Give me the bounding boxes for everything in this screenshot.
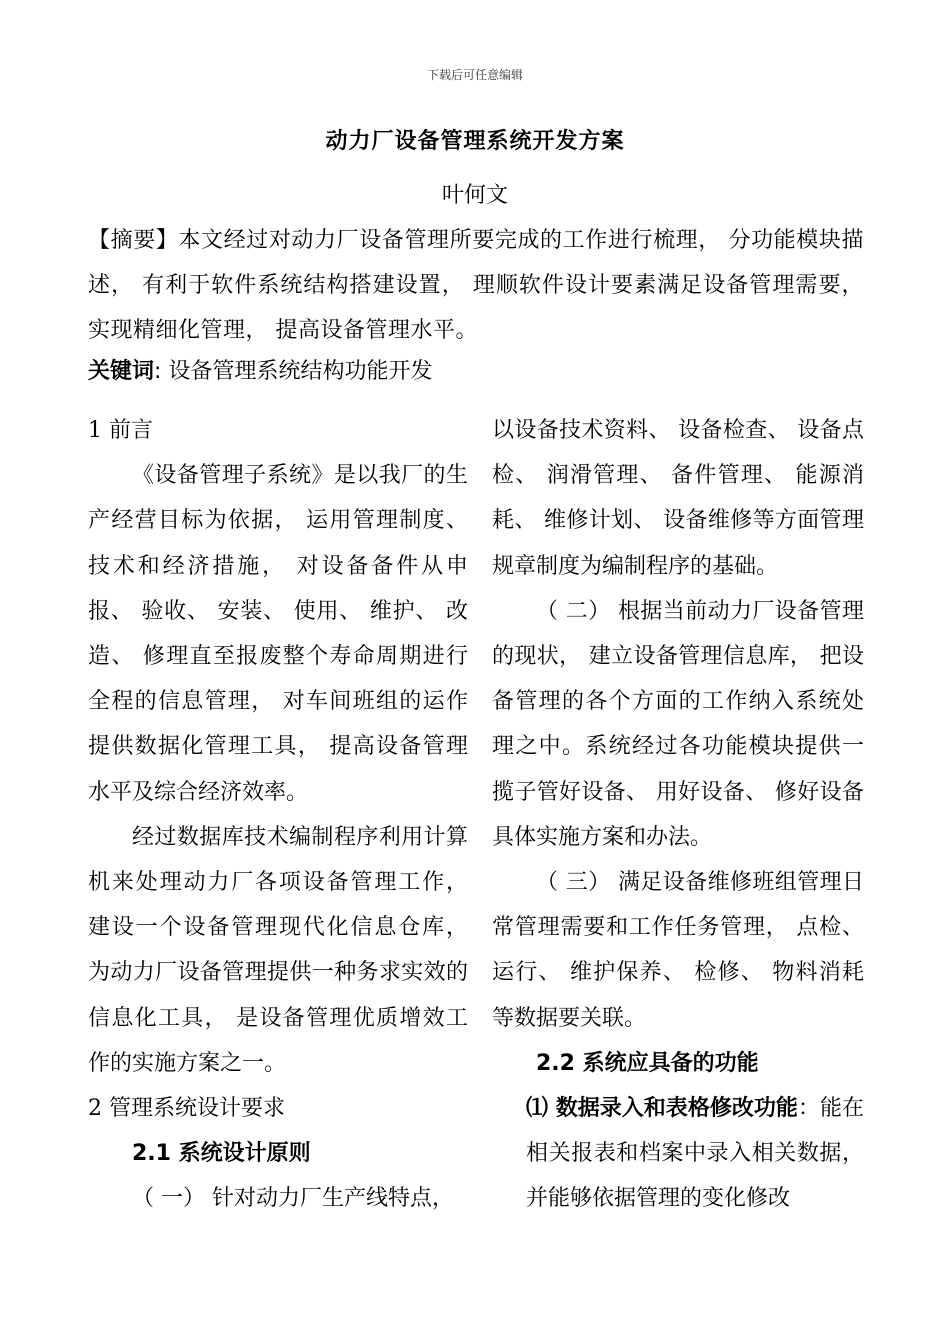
keywords-line	[88, 352, 864, 392]
abstract-paragraph: 【摘要】本文经过对动力厂设备管理所要完成的工作进行梳理， 分功能模块描述， 有利于软件系统结构搭建设置， 理顺软件设计要素满足设备管理需要，实现精细化管理， 提高设备管理水平。	[88, 228, 864, 343]
function-item-1-text: 能在相关报表和档案中录入相关数据， 并能够依据管理的变化修改	[526, 1096, 864, 1212]
header-note: 下载后可任意编辑	[426, 68, 523, 82]
section-1-heading: 1 前言	[88, 418, 153, 443]
function-item-1-separator: ：	[797, 1096, 820, 1122]
section-2-2-heading: 2.2 系统应具备的功能	[536, 1050, 759, 1076]
section-2-1-paragraph-1-start: （ 一） 针对动力厂生产线特点，	[132, 1186, 454, 1212]
keywords-label: 关键词	[88, 359, 155, 384]
right-column	[492, 408, 864, 1222]
function-item-1	[492, 1086, 864, 1222]
section-2-heading: 2 管理系统设计要求	[88, 1096, 285, 1122]
author-name: 叶何文	[441, 183, 508, 208]
section-2-1-paragraph-2: （ 二） 根据当前动力厂设备管理的现状， 建立设备管理信息库， 把设备管理的各个方面的工作纳入系统处理之中。系统经过各功能模块提供一揽子管好设备、 用好设备、 修好设备具体实施方案和办法。	[492, 598, 864, 850]
section-1-paragraph-2: 经过数据库技术编制程序利用计算机来处理动力厂各项设备管理工作， 建设一个设备管理现代化信息仓库， 为动力厂设备管理提供一种务求实效的信息化工具， 是设备管理优质增效工作的实施方案之一。	[88, 824, 468, 1076]
section-2-1-heading: 2.1 系统设计原则	[132, 1141, 311, 1167]
keywords-text: 设备管理系统结构功能开发	[168, 359, 433, 384]
keywords-separator: :	[154, 359, 162, 384]
function-item-1-label: ⑴ 数据录入和表格修改功能	[526, 1096, 798, 1122]
left-column	[88, 408, 468, 1222]
section-2-1-paragraph-1-continued: 以设备技术资料、 设备检查、 设备点检、 润滑管理、 备件管理、 能源消耗、 维修计划、 设备维修等方面管理规章制度为编制程序的基础。	[492, 418, 864, 579]
document-title: 动力厂设备管理系统开发方案	[325, 129, 625, 154]
section-2-1-paragraph-3: （ 三） 满足设备维修班组管理日常管理需要和工作任务管理， 点检、 运行、 维护保养、 检修、 物料消耗等数据要关联。	[492, 870, 864, 1031]
section-1-paragraph-1: 《设备管理子系统》是以我厂的生产经营目标为依据， 运用管理制度、 技术和经济措施， 对设备备件从申报、 验收、 安装、 使用、 维护、 改造、 修理直至报废整个寿命周期进行全程的信息管理， 对车间班组的运作提供数据化管理工具， 提高设备管理水平及综合经济效率。	[88, 463, 468, 805]
